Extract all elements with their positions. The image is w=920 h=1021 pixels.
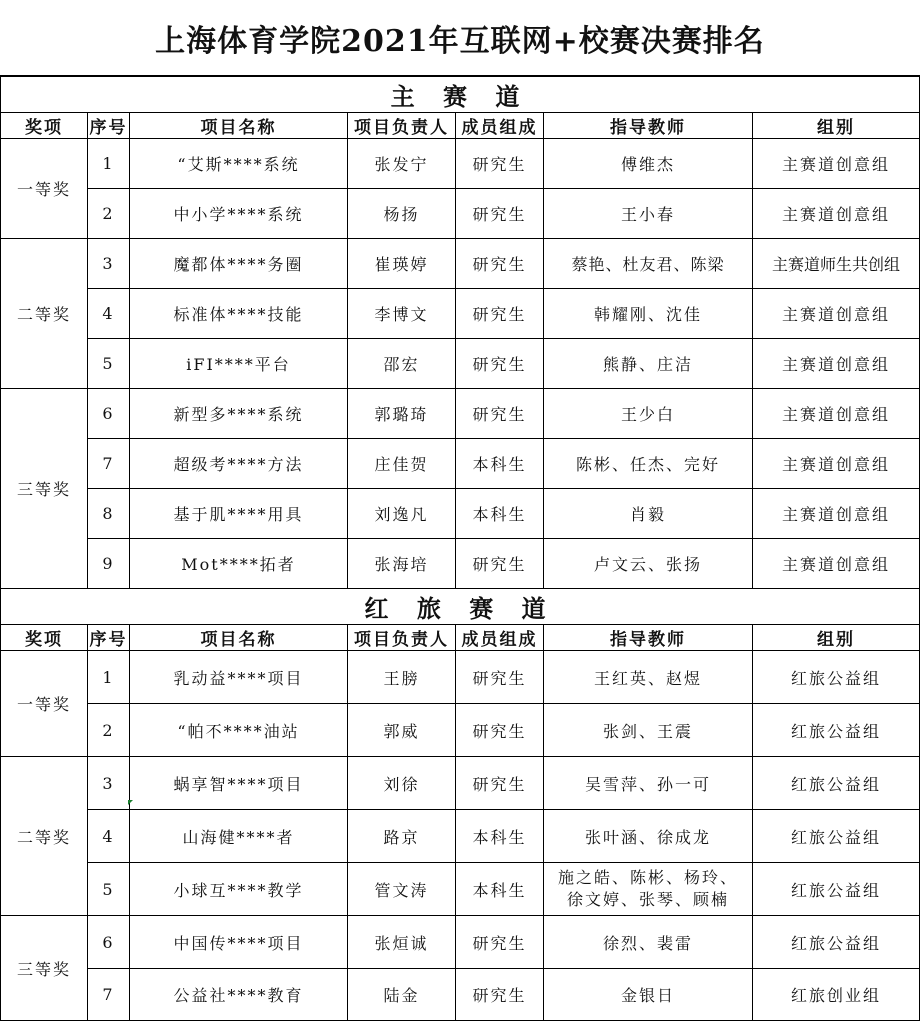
row-advisor: 陈彬、任杰、完好	[544, 439, 753, 489]
row-lead: 路京	[348, 810, 456, 863]
table-header	[1, 625, 920, 651]
row-lead: 庄佳贺	[348, 439, 456, 489]
header-award: 奖项	[1, 113, 88, 139]
header-members: 成员组成	[456, 113, 544, 139]
row-project: 基于肌****用具	[130, 489, 348, 539]
section-title: 主 赛 道	[1, 77, 920, 113]
header-group: 组别	[753, 625, 920, 651]
table-row	[1, 139, 920, 189]
row-group: 红旅公益组	[753, 810, 920, 863]
row-project: “帕不****油站	[130, 704, 348, 757]
section-title: 红 旅 赛 道	[1, 589, 920, 625]
row-group: 红旅创业组	[753, 969, 920, 1021]
table-row	[1, 439, 920, 489]
row-members: 本科生	[456, 489, 544, 539]
header-no: 序号	[88, 625, 130, 651]
row-members: 研究生	[456, 704, 544, 757]
row-project: 新型多****系统	[130, 389, 348, 439]
section-main-track	[1, 77, 920, 113]
page-title: 上海体育学院2021年互联网+校赛决赛排名	[0, 0, 920, 76]
row-advisor: 韩耀刚、沈佳	[544, 289, 753, 339]
header-lead: 项目负责人	[348, 113, 456, 139]
row-members: 研究生	[456, 651, 544, 704]
row-no: 9	[88, 539, 130, 589]
row-advisor: 傅维杰	[544, 139, 753, 189]
row-members: 研究生	[456, 189, 544, 239]
row-project: 超级考****方法	[130, 439, 348, 489]
table-row	[1, 969, 920, 1021]
row-lead: 崔瑛婷	[348, 239, 456, 289]
row-project: 乳动益****项目	[130, 651, 348, 704]
row-no: 1	[88, 651, 130, 704]
row-members: 研究生	[456, 239, 544, 289]
row-advisor: 徐烈、裴雷	[544, 916, 753, 969]
award-cell: 二等奖	[1, 239, 88, 389]
row-lead: 杨扬	[348, 189, 456, 239]
table-row	[1, 339, 920, 389]
row-no: 3	[88, 239, 130, 289]
row-no: 5	[88, 863, 130, 916]
row-members: 本科生	[456, 863, 544, 916]
table-row	[1, 289, 920, 339]
row-lead: 郭璐琦	[348, 389, 456, 439]
row-group: 红旅公益组	[753, 651, 920, 704]
row-members: 研究生	[456, 139, 544, 189]
table-row	[1, 189, 920, 239]
ranking-table	[0, 76, 920, 1021]
advisor-line: 施之皓、陈彬、杨玲、	[557, 868, 738, 887]
row-project: 蜗享智****项目	[130, 757, 348, 810]
award-cell: 一等奖	[1, 139, 88, 239]
row-advisor	[544, 863, 753, 916]
header-project: 项目名称	[130, 113, 348, 139]
row-no: 2	[88, 704, 130, 757]
row-no: 7	[88, 439, 130, 489]
award-cell: 三等奖	[1, 916, 88, 1021]
row-members: 本科生	[456, 439, 544, 489]
row-group: 红旅公益组	[753, 704, 920, 757]
row-advisor: 肖毅	[544, 489, 753, 539]
row-lead: 刘徐	[348, 757, 456, 810]
row-no: 6	[88, 389, 130, 439]
row-advisor: 蔡艳、杜友君、陈梁	[544, 239, 753, 289]
row-group: 红旅公益组	[753, 916, 920, 969]
row-project: 标准体****技能	[130, 289, 348, 339]
row-project: 中小学****系统	[130, 189, 348, 239]
row-no: 4	[88, 289, 130, 339]
header-advisor: 指导教师	[544, 625, 753, 651]
row-advisor: 王少白	[544, 389, 753, 439]
table-row	[1, 863, 920, 916]
award-cell: 二等奖	[1, 757, 88, 916]
row-lead: 张发宁	[348, 139, 456, 189]
row-advisor: 金银日	[544, 969, 753, 1021]
row-advisor: 卢文云、张扬	[544, 539, 753, 589]
row-group: 红旅公益组	[753, 863, 920, 916]
award-cell: 三等奖	[1, 389, 88, 589]
row-members: 研究生	[456, 389, 544, 439]
row-project: 山海健****者	[130, 810, 348, 863]
row-advisor: 吴雪萍、孙一可	[544, 757, 753, 810]
row-lead: 张烜诚	[348, 916, 456, 969]
row-no: 5	[88, 339, 130, 389]
table-row	[1, 916, 920, 969]
row-advisor: 张叶涵、徐成龙	[544, 810, 753, 863]
header-advisor: 指导教师	[544, 113, 753, 139]
row-members: 研究生	[456, 539, 544, 589]
row-lead: 陆金	[348, 969, 456, 1021]
row-lead: 张海培	[348, 539, 456, 589]
table-row	[1, 810, 920, 863]
row-group: 主赛道创意组	[753, 339, 920, 389]
header-group: 组别	[753, 113, 920, 139]
header-award: 奖项	[1, 625, 88, 651]
row-members: 研究生	[456, 289, 544, 339]
award-cell: 一等奖	[1, 651, 88, 757]
row-project: “艾斯****系统	[130, 139, 348, 189]
table-row	[1, 539, 920, 589]
row-group: 主赛道创意组	[753, 139, 920, 189]
section-red-track	[1, 589, 920, 625]
row-advisor: 王小春	[544, 189, 753, 239]
row-group: 主赛道创意组	[753, 439, 920, 489]
row-group: 红旅公益组	[753, 757, 920, 810]
row-members: 研究生	[456, 916, 544, 969]
row-members: 本科生	[456, 810, 544, 863]
row-project: 公益社****教育	[130, 969, 348, 1021]
cell-comment-marker-icon	[128, 800, 133, 805]
row-no: 6	[88, 916, 130, 969]
row-no: 4	[88, 810, 130, 863]
advisor-line: 徐文婷、张琴、顾楠	[566, 890, 729, 909]
row-no: 7	[88, 969, 130, 1021]
row-lead: 王膀	[348, 651, 456, 704]
row-group: 主赛道创意组	[753, 189, 920, 239]
header-members: 成员组成	[456, 625, 544, 651]
row-group: 主赛道创意组	[753, 489, 920, 539]
row-group: 主赛道创意组	[753, 389, 920, 439]
row-no: 3	[88, 757, 130, 810]
table-header	[1, 113, 920, 139]
table-row	[1, 651, 920, 704]
row-no: 2	[88, 189, 130, 239]
row-group: 主赛道创意组	[753, 539, 920, 589]
row-group: 主赛道创意组	[753, 289, 920, 339]
header-project: 项目名称	[130, 625, 348, 651]
row-lead: 李博文	[348, 289, 456, 339]
table-row	[1, 704, 920, 757]
row-project: Mot****拓者	[130, 539, 348, 589]
header-lead: 项目负责人	[348, 625, 456, 651]
table-row	[1, 489, 920, 539]
row-members: 研究生	[456, 757, 544, 810]
row-advisor: 熊静、庄洁	[544, 339, 753, 389]
row-members: 研究生	[456, 969, 544, 1021]
row-lead: 管文涛	[348, 863, 456, 916]
row-no: 1	[88, 139, 130, 189]
row-lead: 刘逸凡	[348, 489, 456, 539]
row-group: 主赛道师生共创组	[753, 239, 920, 289]
table-row	[1, 389, 920, 439]
row-project: 中国传****项目	[130, 916, 348, 969]
row-no: 8	[88, 489, 130, 539]
row-lead: 邵宏	[348, 339, 456, 389]
row-members: 研究生	[456, 339, 544, 389]
row-lead: 郭威	[348, 704, 456, 757]
row-advisor: 王红英、赵煜	[544, 651, 753, 704]
row-advisor: 张剑、王震	[544, 704, 753, 757]
row-project: 小球互****教学	[130, 863, 348, 916]
header-no: 序号	[88, 113, 130, 139]
row-project: iFI****平台	[130, 339, 348, 389]
table-row	[1, 757, 920, 810]
row-project: 魔都体****务圈	[130, 239, 348, 289]
table-row	[1, 239, 920, 289]
